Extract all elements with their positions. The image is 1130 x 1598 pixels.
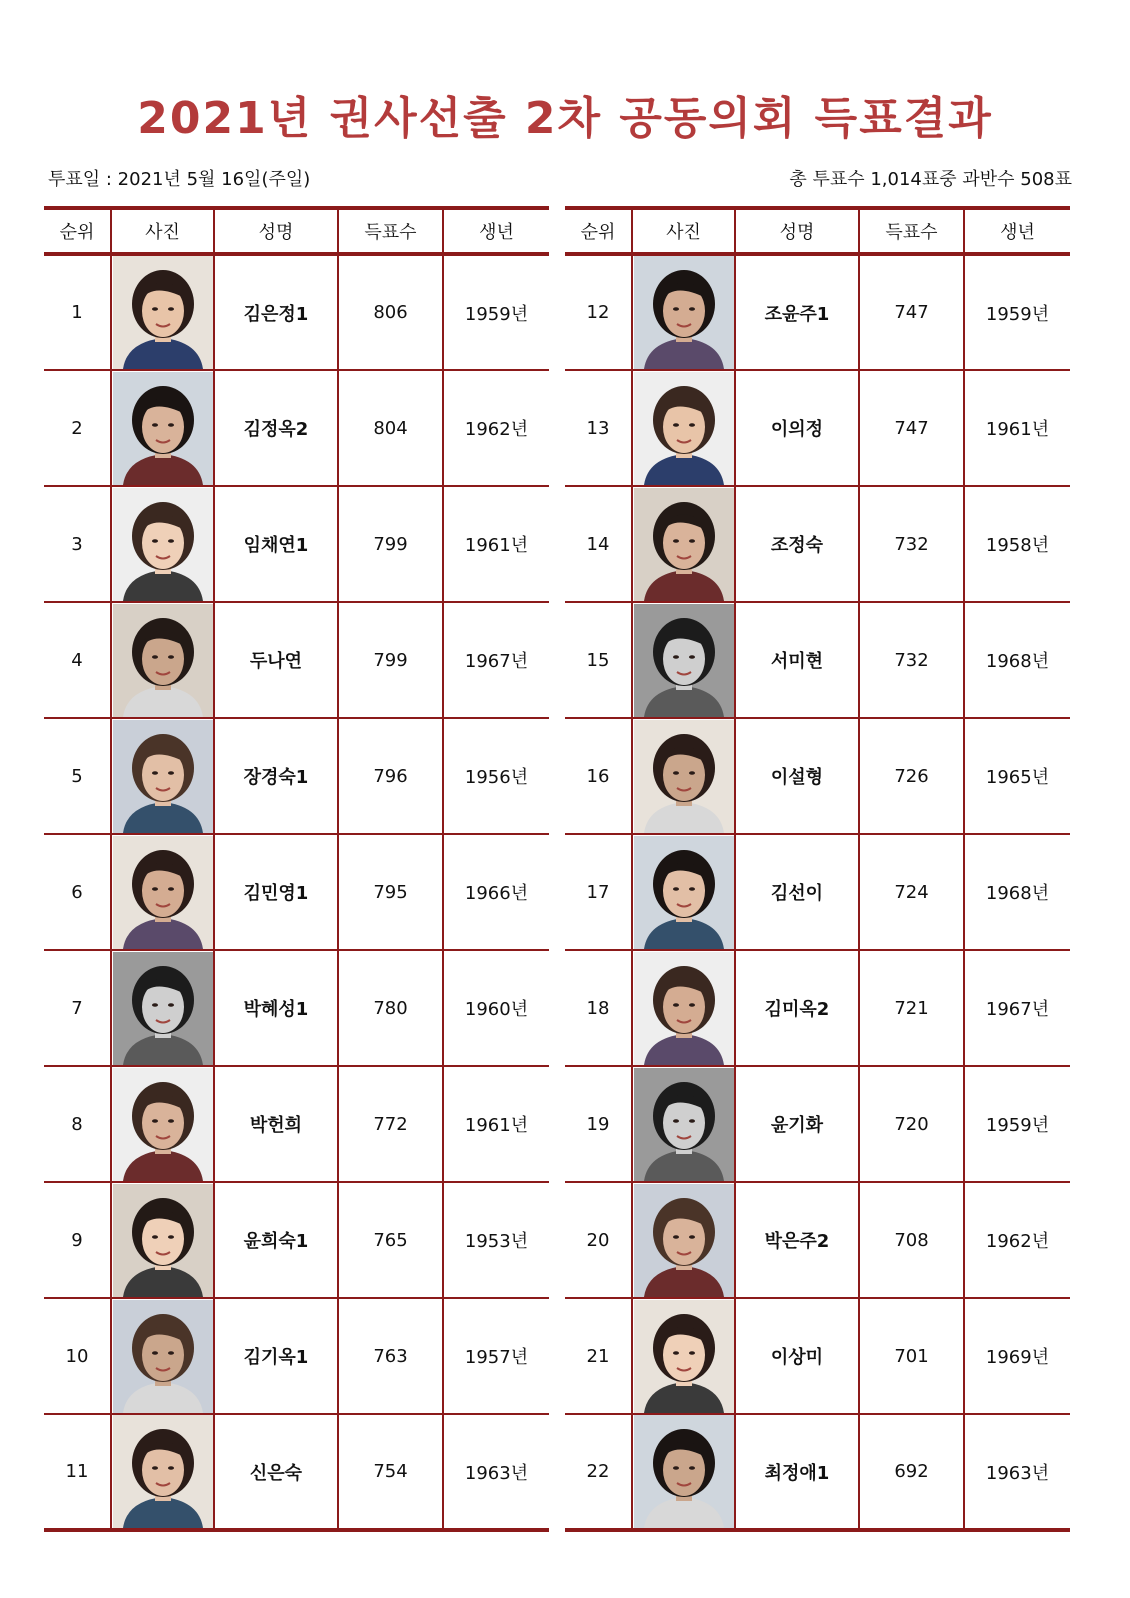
portrait-icon (113, 1415, 213, 1528)
photo-cell (111, 1066, 214, 1182)
rank-cell: 4 (44, 602, 111, 718)
photo-cell (632, 602, 735, 718)
votes-cell: 754 (338, 1414, 443, 1530)
photo-cell (632, 1414, 735, 1530)
name-cell: 이상미 (735, 1298, 859, 1414)
photo-cell (632, 254, 735, 370)
birth-year-cell: 1961년 (443, 486, 549, 602)
table-header-row (565, 208, 1070, 254)
rank-cell: 15 (565, 602, 632, 718)
rank-cell: 8 (44, 1066, 111, 1182)
photo-cell (111, 602, 214, 718)
table-row (565, 1414, 1070, 1530)
name-cell: 서미현 (735, 602, 859, 718)
rank-cell: 14 (565, 486, 632, 602)
portrait-icon (634, 1415, 734, 1528)
total-votes: 총 투표수 1,014표중 과반수 508표 (789, 169, 1072, 190)
portrait-icon (634, 1184, 734, 1297)
photo-cell (111, 254, 214, 370)
portrait-icon (634, 256, 734, 369)
photo-cell (111, 370, 214, 486)
photo-cell (111, 1182, 214, 1298)
portrait-icon (113, 1300, 213, 1413)
votes-cell: 721 (859, 950, 964, 1066)
portrait-icon (634, 836, 734, 949)
photo-cell (111, 950, 214, 1066)
rank-cell: 12 (565, 254, 632, 370)
photo-cell (632, 834, 735, 950)
votes-cell: 747 (859, 370, 964, 486)
rank-cell: 9 (44, 1182, 111, 1298)
name-cell: 박혜성1 (214, 950, 338, 1066)
portrait-icon (113, 256, 213, 369)
name-cell: 신은숙 (214, 1414, 338, 1530)
birth-year-cell: 1962년 (964, 1182, 1070, 1298)
birth-year-cell: 1966년 (443, 834, 549, 950)
rank-cell: 18 (565, 950, 632, 1066)
name-cell: 김은정1 (214, 254, 338, 370)
birth-year-cell: 1968년 (964, 834, 1070, 950)
table-row (44, 718, 549, 834)
birth-year-cell: 1967년 (964, 950, 1070, 1066)
photo-cell (111, 1414, 214, 1530)
portrait-icon (113, 1068, 213, 1181)
votes-cell: 780 (338, 950, 443, 1066)
table-row (44, 834, 549, 950)
name-cell: 김민영1 (214, 834, 338, 950)
birth-year-cell: 1968년 (964, 602, 1070, 718)
name-cell: 박헌희 (214, 1066, 338, 1182)
photo-cell (632, 370, 735, 486)
portrait-icon (634, 1068, 734, 1181)
results-table-right (565, 206, 1070, 1532)
rank-cell: 19 (565, 1066, 632, 1182)
birth-year-cell: 1959년 (443, 254, 549, 370)
name-cell: 김선이 (735, 834, 859, 950)
name-cell: 박은주2 (735, 1182, 859, 1298)
name-cell: 김미옥2 (735, 950, 859, 1066)
photo-cell (111, 486, 214, 602)
photo-cell (111, 834, 214, 950)
table-row (565, 1066, 1070, 1182)
photo-cell (632, 1066, 735, 1182)
results-table-left (44, 206, 549, 1532)
votes-cell: 726 (859, 718, 964, 834)
rank-cell: 22 (565, 1414, 632, 1530)
name-cell: 두나연 (214, 602, 338, 718)
portrait-icon (113, 488, 213, 601)
table-row (565, 718, 1070, 834)
header-name: 성명 (214, 208, 338, 254)
birth-year-cell: 1961년 (443, 1066, 549, 1182)
table-row (44, 486, 549, 602)
table-row (44, 1066, 549, 1182)
votes-cell: 806 (338, 254, 443, 370)
rank-cell: 20 (565, 1182, 632, 1298)
votes-cell: 720 (859, 1066, 964, 1182)
votes-cell: 708 (859, 1182, 964, 1298)
birth-year-cell: 1961년 (964, 370, 1070, 486)
birth-year-cell: 1959년 (964, 1066, 1070, 1182)
votes-cell: 763 (338, 1298, 443, 1414)
table-row (565, 254, 1070, 370)
name-cell: 임채연1 (214, 486, 338, 602)
table-row (565, 602, 1070, 718)
birth-year-cell: 1965년 (964, 718, 1070, 834)
photo-cell (632, 1298, 735, 1414)
table-row (44, 254, 549, 370)
rank-cell: 16 (565, 718, 632, 834)
name-cell: 김기옥1 (214, 1298, 338, 1414)
table-row (565, 1298, 1070, 1414)
rank-cell: 17 (565, 834, 632, 950)
header-photo: 사진 (632, 208, 735, 254)
votes-cell: 795 (338, 834, 443, 950)
votes-cell: 772 (338, 1066, 443, 1182)
votes-cell: 701 (859, 1298, 964, 1414)
birth-year-cell: 1963년 (964, 1414, 1070, 1530)
photo-cell (632, 1182, 735, 1298)
name-cell: 조윤주1 (735, 254, 859, 370)
rank-cell: 7 (44, 950, 111, 1066)
portrait-icon (634, 488, 734, 601)
votes-cell: 804 (338, 370, 443, 486)
header-photo: 사진 (111, 208, 214, 254)
rank-cell: 10 (44, 1298, 111, 1414)
header-year: 생년 (964, 208, 1070, 254)
portrait-icon (634, 720, 734, 833)
rank-cell: 11 (44, 1414, 111, 1530)
portrait-icon (113, 836, 213, 949)
name-cell: 이설형 (735, 718, 859, 834)
header-rank: 순위 (565, 208, 632, 254)
rank-cell: 3 (44, 486, 111, 602)
name-cell: 최정애1 (735, 1414, 859, 1530)
header-name: 성명 (735, 208, 859, 254)
rank-cell: 21 (565, 1298, 632, 1414)
table-row (44, 1414, 549, 1530)
vote-date: 투표일 : 2021년 5월 16일(주일) (48, 169, 311, 190)
name-cell: 이의정 (735, 370, 859, 486)
rank-cell: 1 (44, 254, 111, 370)
votes-cell: 732 (859, 486, 964, 602)
rank-cell: 2 (44, 370, 111, 486)
portrait-icon (634, 372, 734, 485)
votes-cell: 799 (338, 602, 443, 718)
header-votes: 득표수 (859, 208, 964, 254)
name-cell: 장경숙1 (214, 718, 338, 834)
name-cell: 윤기화 (735, 1066, 859, 1182)
name-cell: 조정숙 (735, 486, 859, 602)
birth-year-cell: 1963년 (443, 1414, 549, 1530)
votes-cell: 692 (859, 1414, 964, 1530)
portrait-icon (634, 604, 734, 717)
table-row (44, 950, 549, 1066)
portrait-icon (113, 1184, 213, 1297)
photo-cell (632, 486, 735, 602)
portrait-icon (634, 1300, 734, 1413)
table-row (44, 370, 549, 486)
birth-year-cell: 1953년 (443, 1182, 549, 1298)
birth-year-cell: 1960년 (443, 950, 549, 1066)
table-row (44, 1182, 549, 1298)
portrait-icon (113, 604, 213, 717)
table-row (565, 834, 1070, 950)
portrait-icon (113, 952, 213, 1065)
photo-cell (632, 950, 735, 1066)
name-cell: 윤희숙1 (214, 1182, 338, 1298)
birth-year-cell: 1956년 (443, 718, 549, 834)
photo-cell (632, 718, 735, 834)
votes-cell: 799 (338, 486, 443, 602)
page-title: 2021년 권사선출 2차 공동의회 득표결과 (137, 93, 993, 144)
table-row (44, 602, 549, 718)
portrait-icon (113, 372, 213, 485)
birth-year-cell: 1962년 (443, 370, 549, 486)
table-row (565, 370, 1070, 486)
table-row (565, 950, 1070, 1066)
rank-cell: 5 (44, 718, 111, 834)
table-row (44, 1298, 549, 1414)
votes-cell: 747 (859, 254, 964, 370)
photo-cell (111, 718, 214, 834)
portrait-icon (113, 720, 213, 833)
portrait-icon (634, 952, 734, 1065)
header-year: 생년 (443, 208, 549, 254)
votes-cell: 765 (338, 1182, 443, 1298)
photo-cell (111, 1298, 214, 1414)
birth-year-cell: 1967년 (443, 602, 549, 718)
name-cell: 김정옥2 (214, 370, 338, 486)
birth-year-cell: 1957년 (443, 1298, 549, 1414)
rank-cell: 6 (44, 834, 111, 950)
rank-cell: 13 (565, 370, 632, 486)
table-row (565, 1182, 1070, 1298)
votes-cell: 724 (859, 834, 964, 950)
votes-cell: 796 (338, 718, 443, 834)
table-row (565, 486, 1070, 602)
header-rank: 순위 (44, 208, 111, 254)
birth-year-cell: 1959년 (964, 254, 1070, 370)
table-header-row (44, 208, 549, 254)
header-votes: 득표수 (338, 208, 443, 254)
birth-year-cell: 1958년 (964, 486, 1070, 602)
birth-year-cell: 1969년 (964, 1298, 1070, 1414)
votes-cell: 732 (859, 602, 964, 718)
